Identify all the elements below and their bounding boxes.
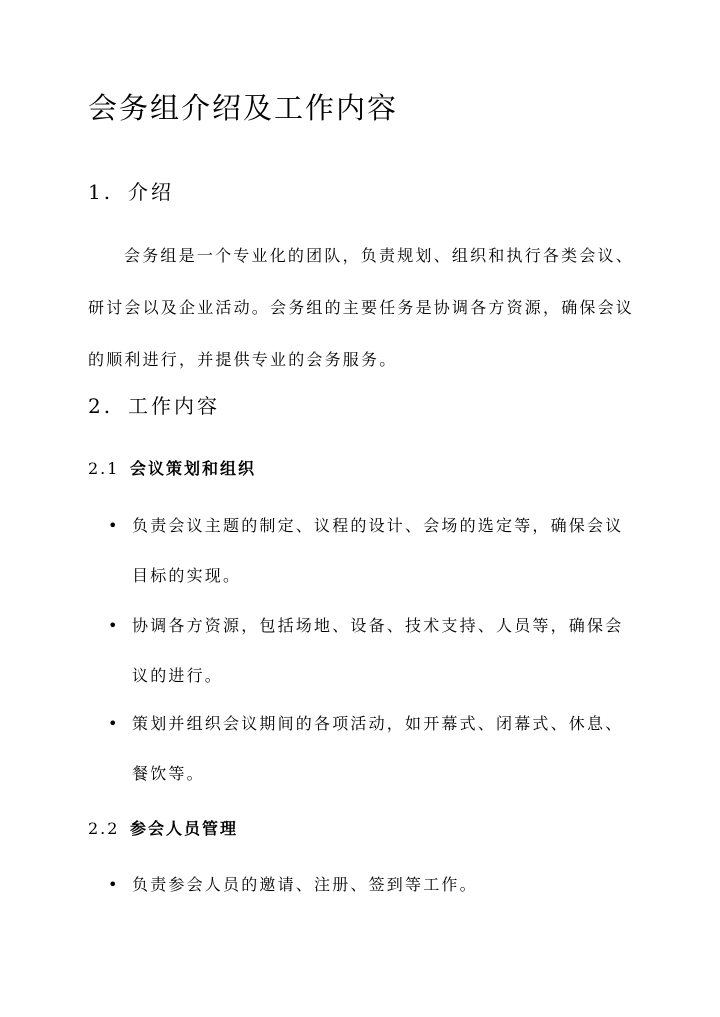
- bullet-icon: •: [108, 516, 120, 535]
- section-number: 2.: [88, 394, 114, 418]
- section-title: 工作内容: [128, 394, 220, 418]
- section-heading-work: [88, 390, 220, 419]
- bullet-icon: •: [108, 714, 120, 733]
- subsection-number: 2.2: [88, 819, 120, 838]
- subsection-number: 2.1: [88, 459, 120, 478]
- subsection-title: 参会人员管理: [130, 819, 239, 838]
- subsection-heading-planning: [88, 456, 256, 479]
- subsection-title: 会议策划和组织: [130, 459, 257, 478]
- intro-paragraph: 会务组是一个专业化的团队，负责规划、组织和执行各类会议、研讨会以及企业活动。会务组的主要任务是协调各方资源，确保会议的顺利进行，并提供专业的会务服务。: [88, 246, 635, 369]
- list-item: [108, 601, 628, 701]
- list-item-text: 负责会议主题的制定、议程的设计、会场的选定等，确保会议目标的实现。: [132, 516, 624, 585]
- list-item: [108, 699, 628, 799]
- subsection-heading-attendees: [88, 816, 238, 839]
- bullet-icon: •: [108, 616, 120, 635]
- list-item-text: 协调各方资源，包括场地、设备、技术支持、人员等，确保会议的进行。: [132, 616, 624, 685]
- bullet-icon: •: [108, 875, 120, 894]
- section-title: 介绍: [128, 180, 174, 204]
- section-number: 1.: [88, 180, 114, 204]
- list-item: [108, 501, 628, 601]
- document-title: 会务组介绍及工作内容: [88, 91, 399, 125]
- list-item: [108, 860, 628, 910]
- section-heading-intro: [88, 176, 174, 205]
- list-item-text: 策划并组织会议期间的各项活动，如开幕式、闭幕式、休息、餐饮等。: [132, 714, 624, 783]
- list-item-text: 负责参会人员的邀请、注册、签到等工作。: [132, 875, 478, 894]
